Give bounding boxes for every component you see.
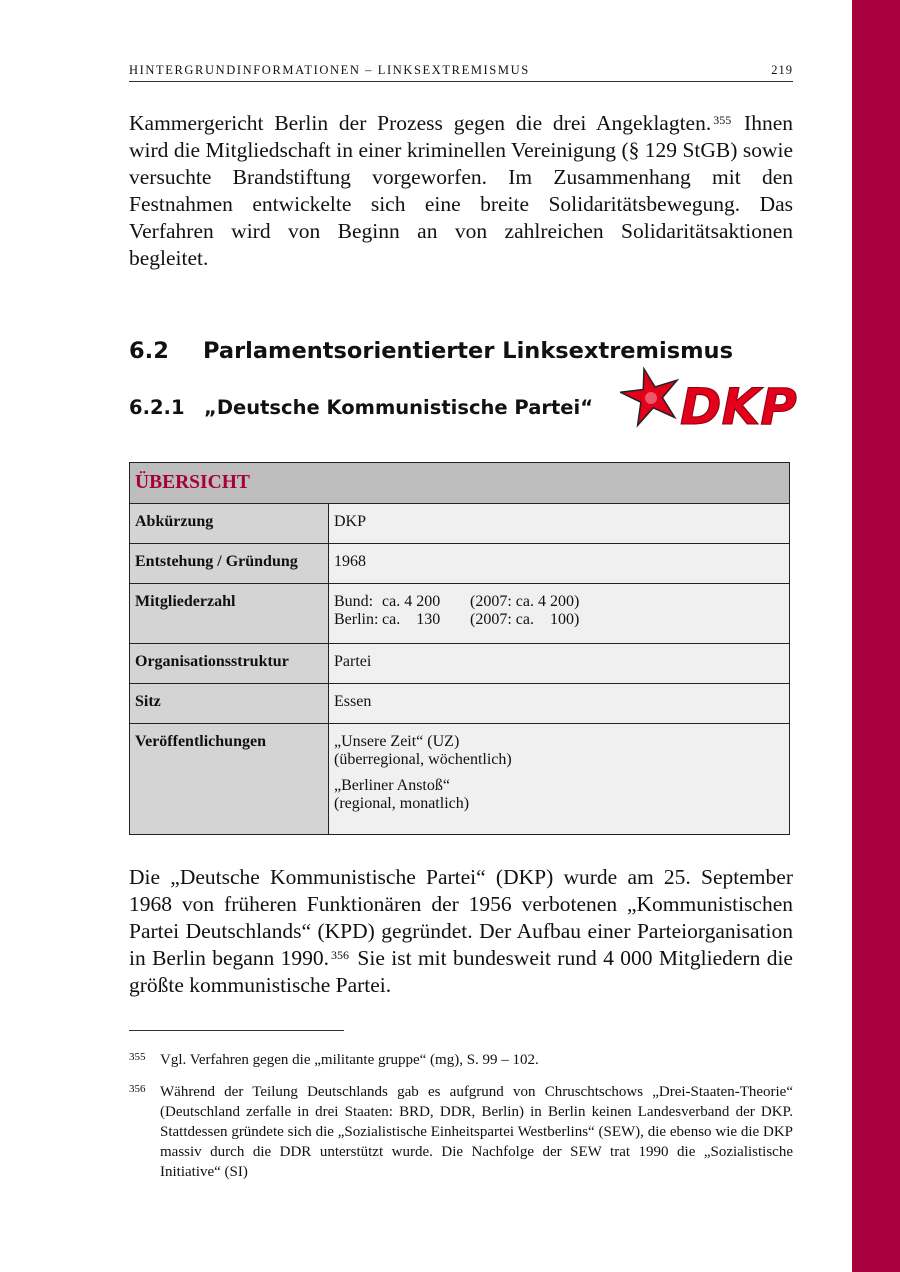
table-row [130, 644, 790, 684]
row-label: Entstehung / Gründung [130, 544, 329, 584]
footnote-ref-355[interactable]: 355 [713, 113, 732, 127]
row-value: 1968 [329, 544, 790, 584]
subsection-title: „Deutsche Kommunistische Partei“ [204, 396, 594, 419]
row-value: DKP [329, 504, 790, 544]
row-value: Partei [329, 644, 790, 684]
table-row [130, 684, 790, 724]
running-title: HINTERGRUNDINFORMATIONEN – LINKSEXTREMISMUS [129, 63, 530, 77]
overview-title: ÜBERSICHT [130, 463, 790, 504]
section-heading [129, 338, 733, 364]
row-label: Organisationsstruktur [130, 644, 329, 684]
section-number: 6.2 [129, 338, 169, 364]
intro-paragraph [129, 110, 793, 272]
footnote-355 [129, 1050, 793, 1070]
subsection-number: 6.2.1 [129, 396, 185, 419]
body-text: Die „Deutsche Kommunistische Partei“ (DKP) wurde am 25. September 1968 von früheren Funktionären der 1956 verbotenen „Kommunistischen Partei Deutschlands“ (KPD) gegründet. Der Aufbau einer Parteiorganisation in Berlin begann 1990. [129, 865, 793, 970]
berlin-label: Berlin: [334, 611, 379, 628]
accent-sidebar [852, 0, 900, 1272]
page-number: 219 [771, 63, 793, 77]
row-value [329, 584, 790, 644]
overview-table [129, 462, 790, 835]
table-row [130, 504, 790, 544]
bund-prev: (2007: ca. 4 200) [470, 593, 580, 610]
publication-name: „Unsere Zeit“ (UZ) [334, 733, 460, 750]
row-value [329, 724, 790, 835]
row-label: Abkürzung [130, 504, 329, 544]
body-text-cont: Sie ist mit bundesweit rund 4 000 Mitgliedern die größte kommunistische Partei. [129, 946, 793, 997]
row-value: Essen [329, 684, 790, 724]
body-paragraph [129, 864, 793, 999]
berlin-value: ca. 130 [382, 611, 441, 628]
bund-label: Bund: [334, 593, 374, 610]
footnote-text: Während der Teilung Deutschlands gab es aufgrund von Chruschtschows „Drei-Staaten-Theorie“ (Deutschland zerfalle in drei Staaten: BRD, DDR, Berlin) in Berlin keinen Landesverband der DKP. Stattdessen gründete sich die „Sozialistische Einheitspartei Westberlins“ (SEW), die ebenso wie die DKP massiv durch die DDR unterstützt wurde. Die Nachfolge der SEW trat 1990 die „Sozialistische Initiative“ (SI) [160, 1084, 793, 1180]
row-label: Sitz [130, 684, 329, 724]
footnote-356 [129, 1082, 793, 1182]
footnote-number: 355 [129, 1051, 146, 1063]
berlin-prev: (2007: ca. 100) [470, 611, 580, 628]
publication-desc: (überregional, wöchentlich) [334, 751, 512, 768]
table-row [130, 724, 790, 835]
logo-text: DKP [680, 378, 797, 436]
bund-value: ca. 4 200 [382, 593, 441, 610]
intro-text-cont: Ihnen wird die Mitgliedschaft in einer kriminellen Vereinigung (§ 129 StGB) sowie versuchte Brandstiftung vorgeworfen. Im Zusammenhang mit den Festnahmen entwickelte sich eine breite Solidaritätsbewegung. Das Verfahren wird von Beginn an von zahlreichen Solidaritätsaktionen begleitet. [129, 111, 794, 270]
row-label: Mitgliederzahl [130, 584, 329, 644]
publication-name: „Berliner Anstoß“ [334, 777, 450, 794]
table-row [130, 544, 790, 584]
footnote-text: Vgl. Verfahren gegen die „militante gruppe“ (mg), S. 99 – 102. [160, 1052, 539, 1068]
footnote-separator [129, 1030, 344, 1031]
table-row [130, 584, 790, 644]
section-title: Parlamentsorientierter Linksextremismus [203, 338, 733, 364]
footnote-number: 356 [129, 1083, 146, 1095]
subsection-heading [129, 396, 593, 419]
row-label: Veröffentlichungen [130, 724, 329, 835]
running-header [129, 63, 793, 82]
publication-desc: (regional, monatlich) [334, 795, 470, 812]
footnote-ref-356[interactable]: 356 [331, 948, 350, 962]
intro-text: Kammergericht Berlin der Prozess gegen die drei Angeklagten. [129, 111, 712, 135]
dkp-logo [620, 362, 820, 442]
